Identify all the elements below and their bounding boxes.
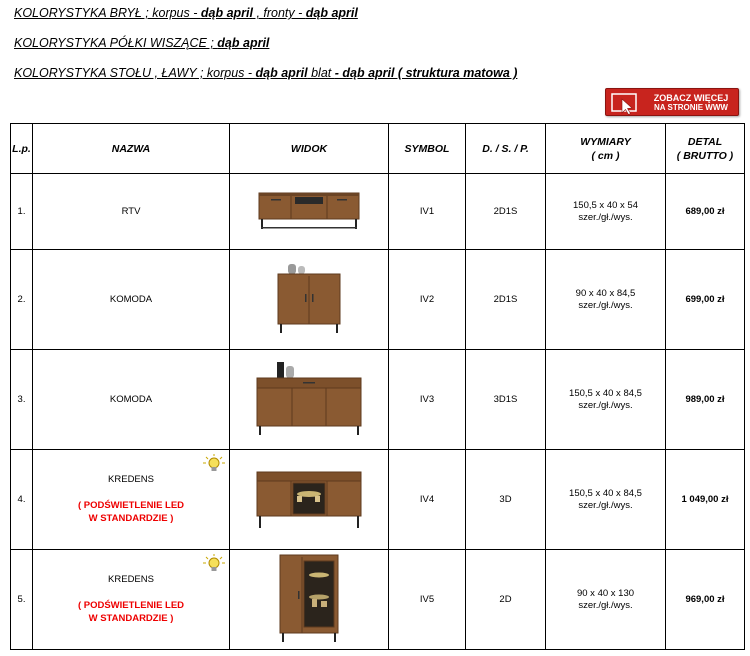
dsp: 2D1S: [466, 250, 546, 350]
led-standard-note: ( PODŚWIETLENIE LED W STANDARDZIE ): [77, 500, 185, 524]
row-number: 2.: [11, 250, 33, 350]
header-view: WIDOK: [230, 124, 389, 174]
header-price: DETAL ( BRUTTO ): [666, 124, 745, 174]
product-name: KOMODA: [33, 250, 230, 350]
price: 689,00 zł: [666, 174, 745, 250]
symbol: IV3: [389, 350, 466, 450]
table-row: [11, 550, 745, 650]
table-header-row: [11, 124, 745, 174]
product-name: RTV: [33, 174, 230, 250]
product-name-cell: [33, 450, 230, 550]
dimensions: 90 x 40 x 130 szer./gł./wys.: [546, 550, 666, 650]
symbol: IV4: [389, 450, 466, 550]
color-scheme-bodies: KOLORYSTYKA BRYŁ ; korpus - dąb april , fronty - dąb april: [14, 6, 358, 20]
product-name: KREDENS: [108, 574, 154, 585]
price: 989,00 zł: [666, 350, 745, 450]
dsp: 3D: [466, 450, 546, 550]
color-scheme-table: KOLORYSTYKA STOŁU , ŁAWY ; korpus - dąb april blat - dąb april ( struktura matowa ): [14, 66, 518, 80]
row-number: 4.: [11, 450, 33, 550]
wide-sideboard-image: [230, 450, 389, 550]
dimensions: 150,5 x 40 x 54 szer./gł./wys.: [546, 174, 666, 250]
see-more-label: ZOBACZ WIĘCEJ: [653, 93, 729, 103]
table-row: [11, 250, 745, 350]
cursor-screen-icon: [610, 91, 642, 115]
price: 699,00 zł: [666, 250, 745, 350]
header-symbol: SYMBOL: [389, 124, 466, 174]
header-dsp: D. / S. / P.: [466, 124, 546, 174]
header-name: NAZWA: [33, 124, 230, 174]
header-dimensions: WYMIARY ( cm ): [546, 124, 666, 174]
tv-cabinet-image: [230, 174, 389, 250]
led-standard-note: ( PODŚWIETLENIE LED W STANDARDZIE ): [77, 600, 185, 624]
dimensions: 150,5 x 40 x 84,5 szer./gł./wys.: [546, 450, 666, 550]
dsp: 2D: [466, 550, 546, 650]
color-scheme-shelf: KOLORYSTYKA PÓŁKI WISZĄCE ; dąb april: [14, 36, 270, 50]
dsp: 3D1S: [466, 350, 546, 450]
table-row: [11, 174, 745, 250]
row-number: 1.: [11, 174, 33, 250]
light-bulb-icon: [203, 454, 225, 472]
small-chest-image: [230, 250, 389, 350]
header-lp: L.p.: [11, 124, 33, 174]
symbol: IV1: [389, 174, 466, 250]
table-row: [11, 450, 745, 550]
price: 969,00 zł: [666, 550, 745, 650]
symbol: IV2: [389, 250, 466, 350]
dimensions: 90 x 40 x 84,5 szer./gł./wys.: [546, 250, 666, 350]
wide-chest-image: [230, 350, 389, 450]
product-name-cell: [33, 550, 230, 650]
row-number: 5.: [11, 550, 33, 650]
dimensions: 150,5 x 40 x 84,5 szer./gł./wys.: [546, 350, 666, 450]
see-more-website-button[interactable]: [605, 88, 739, 116]
price-table: [10, 123, 745, 650]
tall-sideboard-image: [230, 550, 389, 650]
row-number: 3.: [11, 350, 33, 450]
on-website-label: NA STRONIE WWW: [654, 103, 728, 112]
table-row: [11, 350, 745, 450]
product-name: KREDENS: [108, 474, 154, 485]
price: 1 049,00 zł: [666, 450, 745, 550]
dsp: 2D1S: [466, 174, 546, 250]
light-bulb-icon: [203, 554, 225, 572]
symbol: IV5: [389, 550, 466, 650]
product-name: KOMODA: [33, 350, 230, 450]
